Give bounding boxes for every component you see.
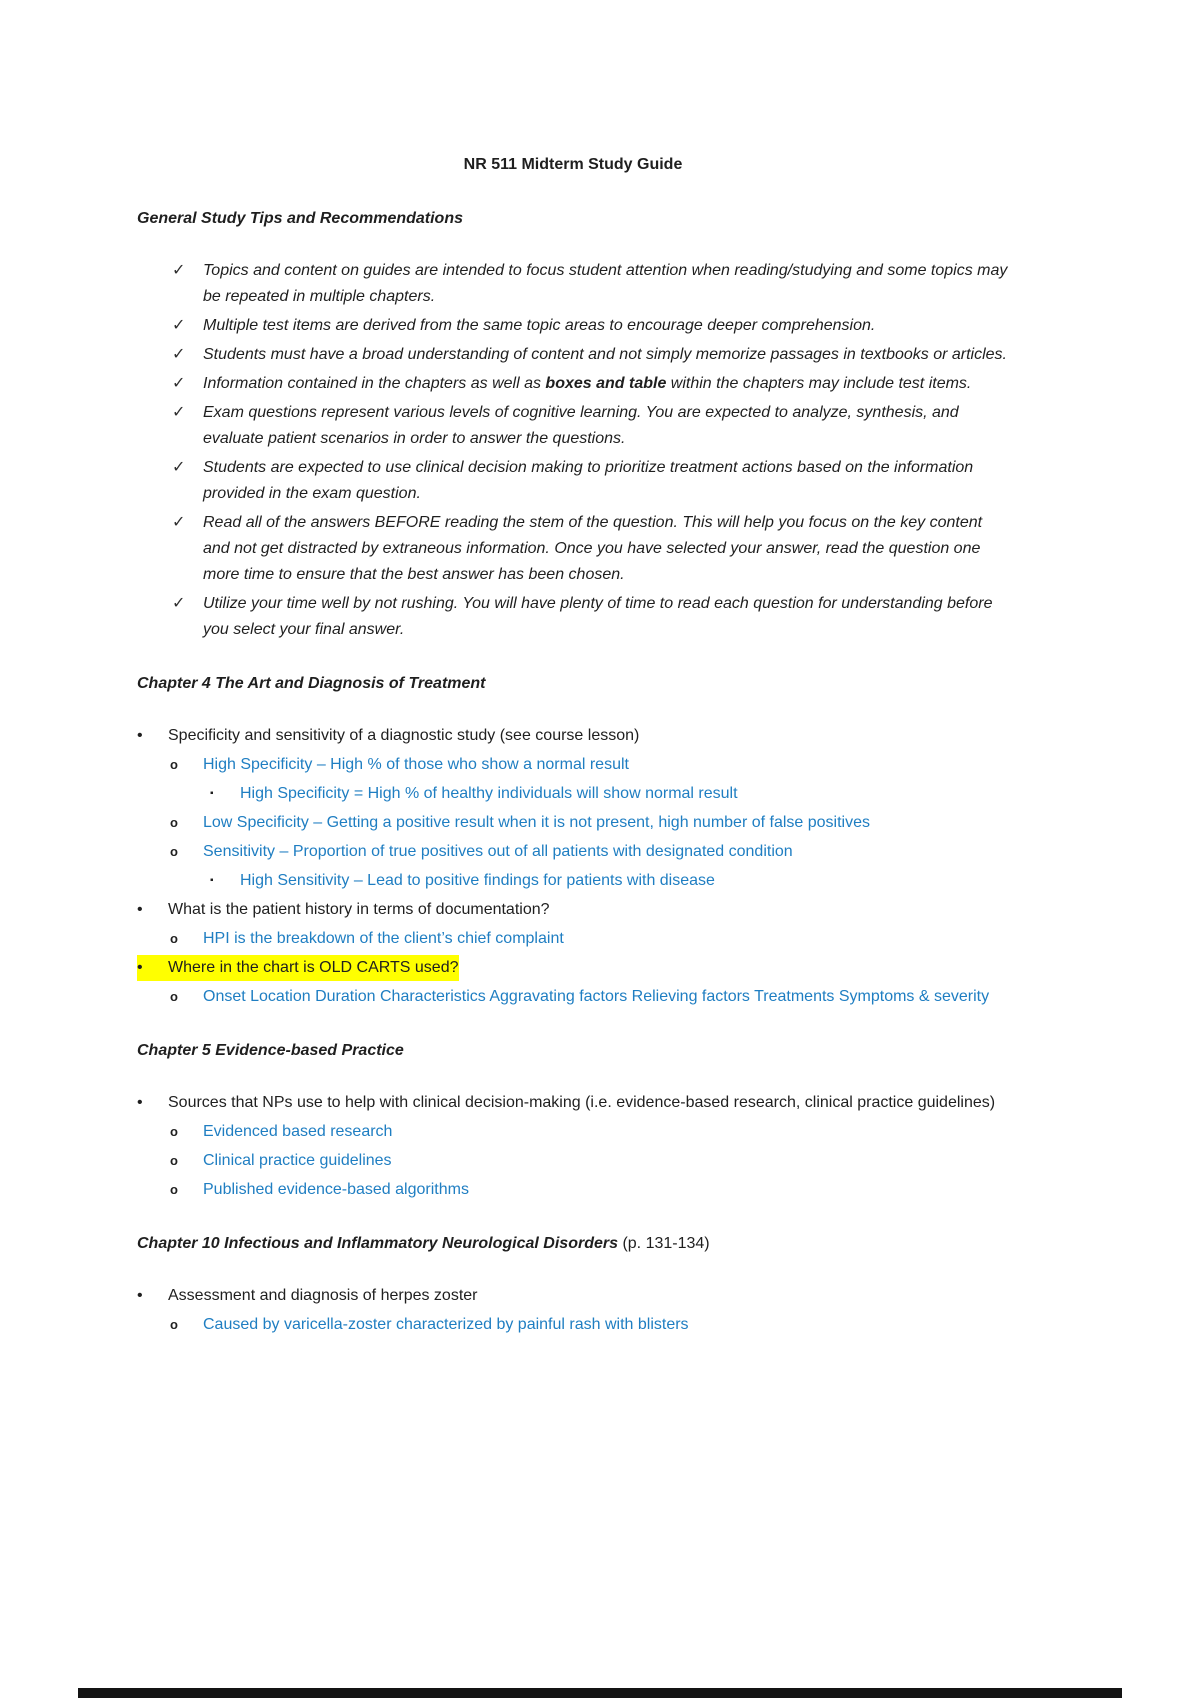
- section-heading-text: (p. 131-134): [618, 1235, 710, 1252]
- item-text: Multiple test items are derived from the same topic areas to encourage deeper comprehension.: [203, 317, 876, 334]
- square-bullet-icon: ▪: [210, 788, 214, 799]
- section-heading-text: Chapter 5 Evidence-based Practice: [137, 1042, 404, 1059]
- item-text: Sources that NPs use to help with clinical decision-making (i.e. evidence-based research, clinical practice guidelines): [168, 1094, 996, 1111]
- list-item: [210, 868, 1009, 894]
- section-heading: [137, 206, 1009, 232]
- list-item: [170, 839, 1009, 865]
- list-item: [137, 897, 1009, 923]
- item-text: Students are expected to use clinical decision making to prioritize treatment actions based on the information provided in the exam question.: [203, 459, 974, 502]
- section-list: [137, 723, 1009, 1010]
- dot-bullet-icon: •: [137, 1287, 143, 1304]
- item-text: Clinical practice guidelines: [203, 1152, 392, 1169]
- section-heading-text: Chapter 10 Infectious and Inflammatory Neurological Disorders: [137, 1235, 618, 1252]
- list-item: [137, 1283, 1009, 1309]
- o-bullet-icon: o: [170, 1153, 178, 1168]
- section-list: [137, 258, 1009, 643]
- page-title: NR 511 Midterm Study Guide: [463, 156, 683, 173]
- dot-bullet-icon: •: [137, 901, 143, 918]
- o-bullet-icon: o: [170, 815, 178, 830]
- item-text: Evidenced based research: [203, 1123, 393, 1140]
- list-item: [137, 955, 1009, 981]
- section-heading-text: Chapter 4 The Art and Diagnosis of Treatment: [137, 675, 486, 692]
- sections: [137, 206, 1009, 1338]
- check-bullet-icon: ✓: [172, 459, 186, 476]
- section-heading-text: General Study Tips and Recommendations: [137, 210, 463, 227]
- list-item: [172, 342, 1009, 368]
- item-text: Topics and content on guides are intended to focus student attention when reading/studying and some topics may be repeated in multiple chapters.: [203, 262, 1008, 305]
- section-heading: [137, 671, 1009, 697]
- list-item: [172, 400, 1009, 452]
- item-text: High Sensitivity – Lead to positive findings for patients with disease: [240, 872, 715, 889]
- check-bullet-icon: ✓: [172, 262, 186, 279]
- list-item: [170, 1177, 1009, 1203]
- item-text: Students must have a broad understanding of content and not simply memorize passages in textbooks or articles.: [203, 346, 1007, 363]
- dot-bullet-icon: •: [137, 727, 143, 744]
- page-bottom-bar: [78, 1688, 1122, 1698]
- list-item: [172, 371, 1009, 397]
- item-text: HPI is the breakdown of the client’s chief complaint: [203, 930, 564, 947]
- list-item: [172, 591, 1009, 643]
- o-bullet-icon: o: [170, 989, 178, 1004]
- list-item: [172, 258, 1009, 310]
- check-bullet-icon: ✓: [172, 346, 186, 363]
- o-bullet-icon: o: [170, 931, 178, 946]
- o-bullet-icon: o: [170, 757, 178, 772]
- o-bullet-icon: o: [170, 1317, 178, 1332]
- list-item: [170, 984, 1009, 1010]
- check-bullet-icon: ✓: [172, 317, 186, 334]
- item-text: High Specificity – High % of those who show a normal result: [203, 756, 629, 773]
- item-text: Read all of the answers BEFORE reading the stem of the question. This will help you focus on the key content and not get distracted by extraneous information. Once you have selected your answer, read the question one more time to ensure that the best answer has been chosen.: [203, 514, 983, 583]
- item-text: Exam questions represent various levels of cognitive learning. You are expected to analyze, synthesis, and evaluate patient scenarios in order to answer the questions.: [203, 404, 959, 447]
- dot-bullet-icon: •: [137, 955, 168, 981]
- list-item: [170, 1119, 1009, 1145]
- list-item: [170, 1148, 1009, 1174]
- check-bullet-icon: ✓: [172, 404, 186, 421]
- item-text: Utilize your time well by not rushing. You will have plenty of time to read each question for understanding before you select your final answer.: [203, 595, 993, 638]
- item-text: What is the patient history in terms of documentation?: [168, 901, 550, 918]
- list-item: [210, 781, 1009, 807]
- section-heading: [137, 1231, 1009, 1257]
- list-item: [172, 455, 1009, 507]
- list-item: [170, 810, 1009, 836]
- check-bullet-icon: ✓: [172, 595, 186, 612]
- list-item: [137, 1090, 1009, 1116]
- list-item: [170, 926, 1009, 952]
- list-item: [137, 723, 1009, 749]
- check-bullet-icon: ✓: [172, 514, 186, 531]
- item-text: Specificity and sensitivity of a diagnostic study (see course lesson): [168, 727, 640, 744]
- item-text: Low Specificity – Getting a positive result when it is not present, high number of false positives: [203, 814, 871, 831]
- item-text: Caused by varicella-zoster characterized by painful rash with blisters: [203, 1316, 689, 1333]
- section-list: [137, 1283, 1009, 1338]
- list-item: [170, 1312, 1009, 1338]
- section-list: [137, 1090, 1009, 1203]
- o-bullet-icon: o: [170, 1182, 178, 1197]
- item-text: Sensitivity – Proportion of true positives out of all patients with designated condition: [203, 843, 793, 860]
- item-text: Onset Location Duration Characteristics Aggravating factors Relieving factors Treatments Symptoms & severity: [203, 988, 990, 1005]
- document-content: [137, 152, 1009, 1341]
- o-bullet-icon: o: [170, 844, 178, 859]
- item-text: Information contained in the chapters as well as boxes and table within the chapters may include test items.: [203, 375, 972, 392]
- list-item: [170, 752, 1009, 778]
- item-text: Published evidence-based algorithms: [203, 1181, 469, 1198]
- dot-bullet-icon: •: [137, 1094, 143, 1111]
- o-bullet-icon: o: [170, 1124, 178, 1139]
- section-heading: [137, 1038, 1009, 1064]
- item-text: Assessment and diagnosis of herpes zoster: [168, 1287, 478, 1304]
- square-bullet-icon: ▪: [210, 875, 214, 886]
- item-text: High Specificity = High % of healthy individuals will show normal result: [240, 785, 738, 802]
- item-text: Where in the chart is OLD CARTS used?: [168, 955, 459, 981]
- check-bullet-icon: ✓: [172, 375, 186, 392]
- list-item: [172, 510, 1009, 588]
- list-item: [172, 313, 1009, 339]
